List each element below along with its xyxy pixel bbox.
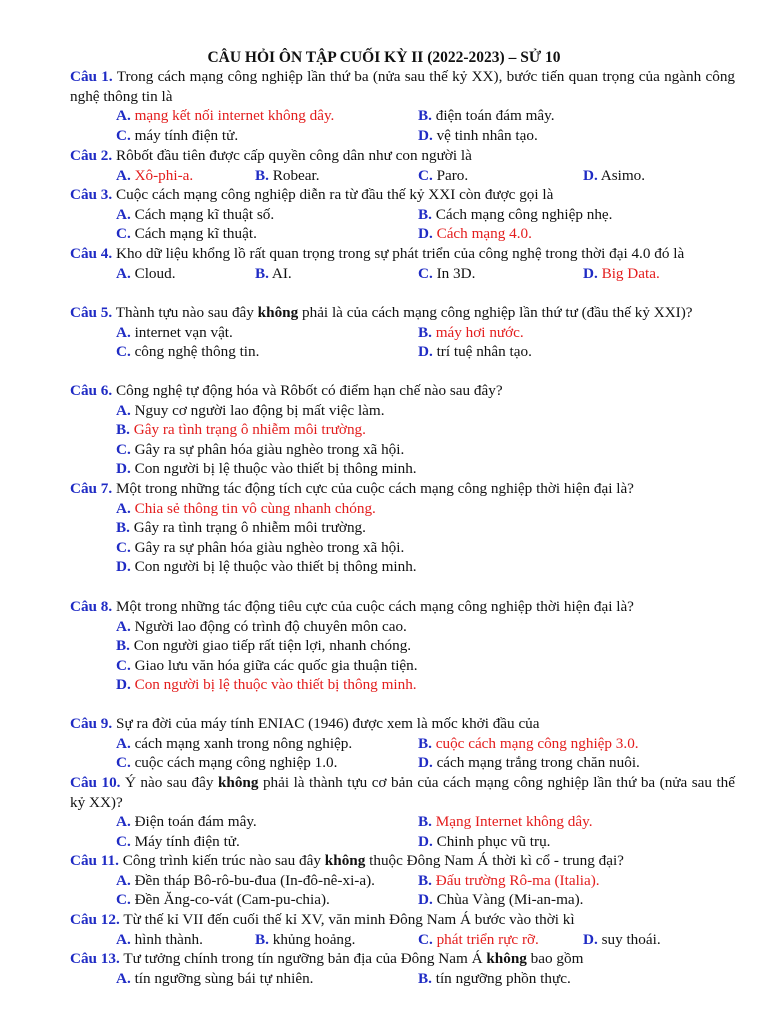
answer-row [0,656,768,676]
option-text: Gây ra tình trạng ô nhiễm môi trường. [133,421,366,439]
option-letter: A. [116,930,131,948]
answer-row [0,420,768,440]
option-text: cách mạng xanh trong nông nghiệp. [134,734,353,752]
option-letter: C. [418,166,433,184]
option-letter: A. [116,264,131,282]
option-text: Cách mạng công nghiệp nhẹ. [435,205,613,223]
answer-option[interactable] [116,557,417,577]
answer-option[interactable] [418,264,475,284]
question-text: Trong cách mạng công nghiệp lần thứ ba (nửa sau thế kỷ XX), bước tiến quan trọng của ngành công nghệ thông tin là [70,68,736,105]
answer-option[interactable] [255,264,292,284]
page-title: CÂU HỎI ÔN TẬP CUỐI KỲ II (2022-2023) – SỬ 10 [207,49,561,66]
answer-row [0,930,768,950]
answer-row [0,675,768,695]
question-text: Từ thế kỉ VII đến cuối thế kỉ XV, văn minh Đông Nam Á bước vào thời kì [123,911,575,928]
answer-option[interactable] [116,518,366,538]
answer-option[interactable] [418,734,639,754]
answer-option[interactable] [418,890,583,910]
answer-option[interactable] [418,969,571,989]
question-text: Một trong những tác động tích cực của cuộc cách mạng công nghiệp thời hiện đại là? [116,480,634,497]
question-number: Câu 3. [70,186,113,203]
option-letter: A. [116,107,131,125]
option-letter: D. [116,558,131,576]
option-text: phát triển rực rỡ. [436,930,539,948]
option-text: Cách mạng kĩ thuật số. [134,205,275,223]
option-text: Cách mạng kĩ thuật. [134,225,257,243]
answer-row [0,871,768,891]
answer-row [0,890,768,910]
question-number: Câu 11. [70,852,119,869]
answer-row [0,518,768,538]
option-letter: C. [116,343,131,361]
question-number: Câu 7. [70,480,113,497]
answer-option[interactable] [116,734,352,754]
option-letter: D. [583,166,598,184]
option-letter: B. [116,519,130,537]
option-text: trí tuệ nhân tạo. [436,343,532,361]
answer-row [0,734,768,754]
answer-row [0,323,768,343]
option-letter: B. [418,323,432,341]
option-text: điện toán đám mây. [435,107,555,125]
answer-option[interactable] [116,342,259,362]
option-letter: B. [418,813,432,831]
question-number: Câu 13. [70,950,120,967]
option-text: Con người bị lệ thuộc vào thiết bị thông minh. [134,558,417,576]
option-letter: A. [116,166,131,184]
answer-row [0,969,768,989]
option-text: Đền tháp Bô-rô-bu-đua (In-đô-nê-xi-a). [134,871,375,889]
answer-option[interactable] [116,499,376,519]
option-letter: C. [116,891,131,909]
option-letter: A. [116,813,131,831]
option-letter: C. [116,538,131,556]
option-text: Cloud. [134,264,176,282]
option-text: máy hơi nước. [435,323,524,341]
option-letter: C. [418,930,433,948]
question-stem [70,146,735,166]
question-number: Câu 12. [70,911,120,928]
question-stem [70,185,735,205]
answer-row [0,205,768,225]
option-text: tín ngưỡng phồn thực. [435,969,571,987]
question-number: Câu 5. [70,304,113,321]
question-text: bao gồm [530,950,584,967]
option-text: vệ tinh nhân tạo. [436,126,538,144]
option-letter: D. [418,343,433,361]
answer-row [0,753,768,773]
answer-row [0,832,768,852]
question-number: Câu 8. [70,598,113,615]
question-keyword: không [486,950,527,967]
option-text: Mạng Internet không dây. [435,813,593,831]
option-text: Gây ra tình trạng ô nhiễm môi trường. [133,519,366,537]
answer-option[interactable] [418,832,550,852]
option-text: suy thoái. [601,930,661,948]
option-text: Asimo. [600,166,646,184]
option-letter: C. [116,832,131,850]
option-text: Người lao động có trình độ chuyên môn cao. [134,617,407,635]
option-text: cuộc cách mạng công nghiệp 1.0. [134,754,338,772]
option-letter: B. [116,421,130,439]
answer-option[interactable] [418,812,593,832]
option-letter: B. [418,969,432,987]
option-letter: B. [255,930,269,948]
question-text: Một trong những tác động tiêu cực của cuộc cách mạng công nghiệp thời hiện đại là? [116,598,634,615]
question-text: thuộc Đông Nam Á thời kì cổ - trung đại? [369,852,624,869]
answer-row [0,106,768,126]
answer-option[interactable] [116,812,257,832]
answer-row [0,342,768,362]
question-text: phải là thành tựu cơ bản của cách mạng công nghiệp lần thứ ba (nửa sau thế kỷ XX)? [70,774,736,811]
answer-option[interactable] [418,871,600,891]
answer-option[interactable] [418,930,539,950]
question-stem [70,851,735,871]
option-letter: B. [116,637,130,655]
answer-option[interactable] [116,538,404,558]
question-number: Câu 10. [70,774,121,791]
question-stem [70,910,735,930]
option-letter: A. [116,734,131,752]
answer-row [0,538,768,558]
option-letter: C. [116,656,131,674]
option-letter: A. [116,323,131,341]
question-stem [70,773,735,812]
option-letter: B. [418,871,432,889]
answer-row [0,440,768,460]
option-text: Robear. [272,166,320,184]
answer-option[interactable] [583,264,660,284]
option-letter: C. [116,440,131,458]
option-text: Cách mạng 4.0. [436,225,532,243]
option-text: mạng kết nối internet không dây. [134,107,335,125]
question-text: Thành tựu nào sau đây [115,304,254,321]
option-letter: A. [116,871,131,889]
answer-option[interactable] [418,323,524,343]
option-letter: C. [116,754,131,772]
question-keyword: không [217,774,259,791]
option-text: Chùa Vàng (Mi-an-ma). [436,891,584,909]
question-stem [70,714,735,734]
question-stem [70,67,735,106]
answer-option[interactable] [116,440,404,460]
option-text: Paro. [436,166,469,184]
option-text: Chinh phục vũ trụ. [436,832,551,850]
option-text: Gây ra sự phân hóa giàu nghèo trong xã hội. [134,440,405,458]
answer-row [0,636,768,656]
question-keyword: không [324,852,366,869]
answer-option[interactable] [255,930,355,950]
option-text: Chia sẻ thông tin vô cùng nhanh chóng. [134,499,376,517]
answer-option[interactable] [418,126,538,146]
question-text: Công trình kiến trúc nào sau đây [122,852,321,869]
option-letter: C. [116,126,131,144]
question-stem [70,303,735,323]
answer-option[interactable] [116,832,240,852]
answer-option[interactable] [116,205,274,225]
option-letter: D. [583,264,598,282]
answer-option[interactable] [116,264,176,284]
option-text: công nghệ thông tin. [134,343,260,361]
answer-option[interactable] [116,224,257,244]
answer-option[interactable] [116,420,366,440]
option-text: Đền Ăng-co-vát (Cam-pu-chia). [134,891,330,909]
question-text: Tư tưởng chính trong tín ngưỡng bản địa của Đông Nam Á [123,950,483,967]
option-letter: C. [418,264,433,282]
answer-option[interactable] [116,126,238,146]
question-text: Ý nào sau đây [124,774,214,791]
answer-option[interactable] [116,656,418,676]
option-text: Điện toán đám mây. [134,813,257,831]
question-text: phải là của cách mạng công nghiệp lần thứ tư (đầu thế kỷ XXI)? [302,304,693,321]
answer-option[interactable] [418,205,612,225]
option-letter: D. [418,126,433,144]
question-number: Câu 4. [70,245,113,262]
option-text: Xô-phi-a. [134,166,194,184]
option-letter: D. [116,676,131,694]
question-number: Câu 2. [70,147,113,164]
question-stem [70,597,735,617]
option-letter: D. [116,460,131,478]
answer-option[interactable] [418,224,532,244]
question-text: Sự ra đời của máy tính ENIAC (1946) được xem là mốc khởi đầu của [116,715,540,732]
option-text: internet vạn vật. [134,323,233,341]
option-letter: A. [116,617,131,635]
answer-option[interactable] [116,969,313,989]
answer-row [0,264,768,284]
answer-option[interactable] [116,323,233,343]
question-keyword: không [257,304,299,321]
answer-option[interactable] [116,401,385,421]
question-stem [70,949,735,969]
option-letter: D. [418,891,433,909]
answer-option[interactable] [418,342,532,362]
option-text: Con người giao tiếp rất tiện lợi, nhanh chóng. [133,637,412,655]
answer-row [0,812,768,832]
answer-option[interactable] [116,930,203,950]
answer-row [0,557,768,577]
answer-row [0,166,768,186]
option-text: hình thành. [134,930,203,948]
answer-option[interactable] [418,106,555,126]
answer-option[interactable] [116,166,193,186]
question-text: Kho dữ liệu khổng lồ rất quan trọng trong sự phát triển của công nghệ trong thời đại 4.0 đó là [116,245,685,262]
option-text: cách mạng trắng trong chăn nuôi. [436,754,640,772]
option-letter: A. [116,401,131,419]
option-text: khủng hoảng. [272,930,356,948]
answer-option[interactable] [116,617,407,637]
option-letter: A. [116,205,131,223]
option-letter: A. [116,969,131,987]
option-letter: B. [418,205,432,223]
option-text: máy tính điện tử. [134,126,239,144]
option-text: Nguy cơ người lao động bị mất việc làm. [134,401,385,419]
option-letter: C. [116,225,131,243]
question-text: Cuộc cách mạng công nghiệp diễn ra từ đầu thế kỷ XXI còn được gọi là [116,186,554,203]
answer-option[interactable] [116,459,417,479]
answer-row [0,499,768,519]
question-text: Công nghệ tự động hóa và Rôbốt có điểm hạn chế nào sau đây? [116,382,503,399]
option-text: In 3D. [436,264,476,282]
question-number: Câu 6. [70,382,113,399]
answer-option[interactable] [116,753,337,773]
answer-row [0,224,768,244]
answer-option[interactable] [116,636,411,656]
answer-row [0,617,768,637]
option-letter: B. [418,107,432,125]
question-number: Câu 9. [70,715,113,732]
option-letter: D. [418,225,433,243]
option-text: Đấu trường Rô-ma (Italia). [435,871,600,889]
option-letter: D. [418,832,433,850]
option-text: Giao lưu văn hóa giữa các quốc gia thuận tiện. [134,656,418,674]
question-stem [70,244,735,264]
option-letter: B. [418,734,432,752]
question-stem [70,479,735,499]
question-text: Rôbốt đầu tiên được cấp quyền công dân như con người là [116,147,472,164]
option-text: Con người bị lệ thuộc vào thiết bị thông minh. [134,460,417,478]
option-text: Máy tính điện tử. [134,832,240,850]
option-text: cuộc cách mạng công nghiệp 3.0. [435,734,639,752]
answer-row [0,126,768,146]
option-letter: B. [255,264,269,282]
answer-option[interactable] [418,753,640,773]
option-letter: B. [255,166,269,184]
option-letter: D. [418,754,433,772]
answer-option[interactable] [583,930,661,950]
question-stem [70,381,735,401]
answer-row [0,459,768,479]
answer-option[interactable] [116,106,334,126]
answer-option[interactable] [255,166,320,186]
answer-option[interactable] [583,166,645,186]
option-text: tín ngưỡng sùng bái tự nhiên. [134,969,314,987]
option-letter: A. [116,499,131,517]
answer-row [0,401,768,421]
answer-option[interactable] [116,871,375,891]
option-text: AI. [271,264,292,282]
option-text: Con người bị lệ thuộc vào thiết bị thông minh. [134,676,417,694]
question-number: Câu 1. [70,68,113,85]
option-text: Gây ra sự phân hóa giàu nghèo trong xã hội. [134,538,405,556]
answer-option[interactable] [116,675,417,695]
answer-option[interactable] [116,890,330,910]
answer-option[interactable] [418,166,468,186]
option-letter: D. [583,930,598,948]
option-text: Big Data. [601,264,660,282]
